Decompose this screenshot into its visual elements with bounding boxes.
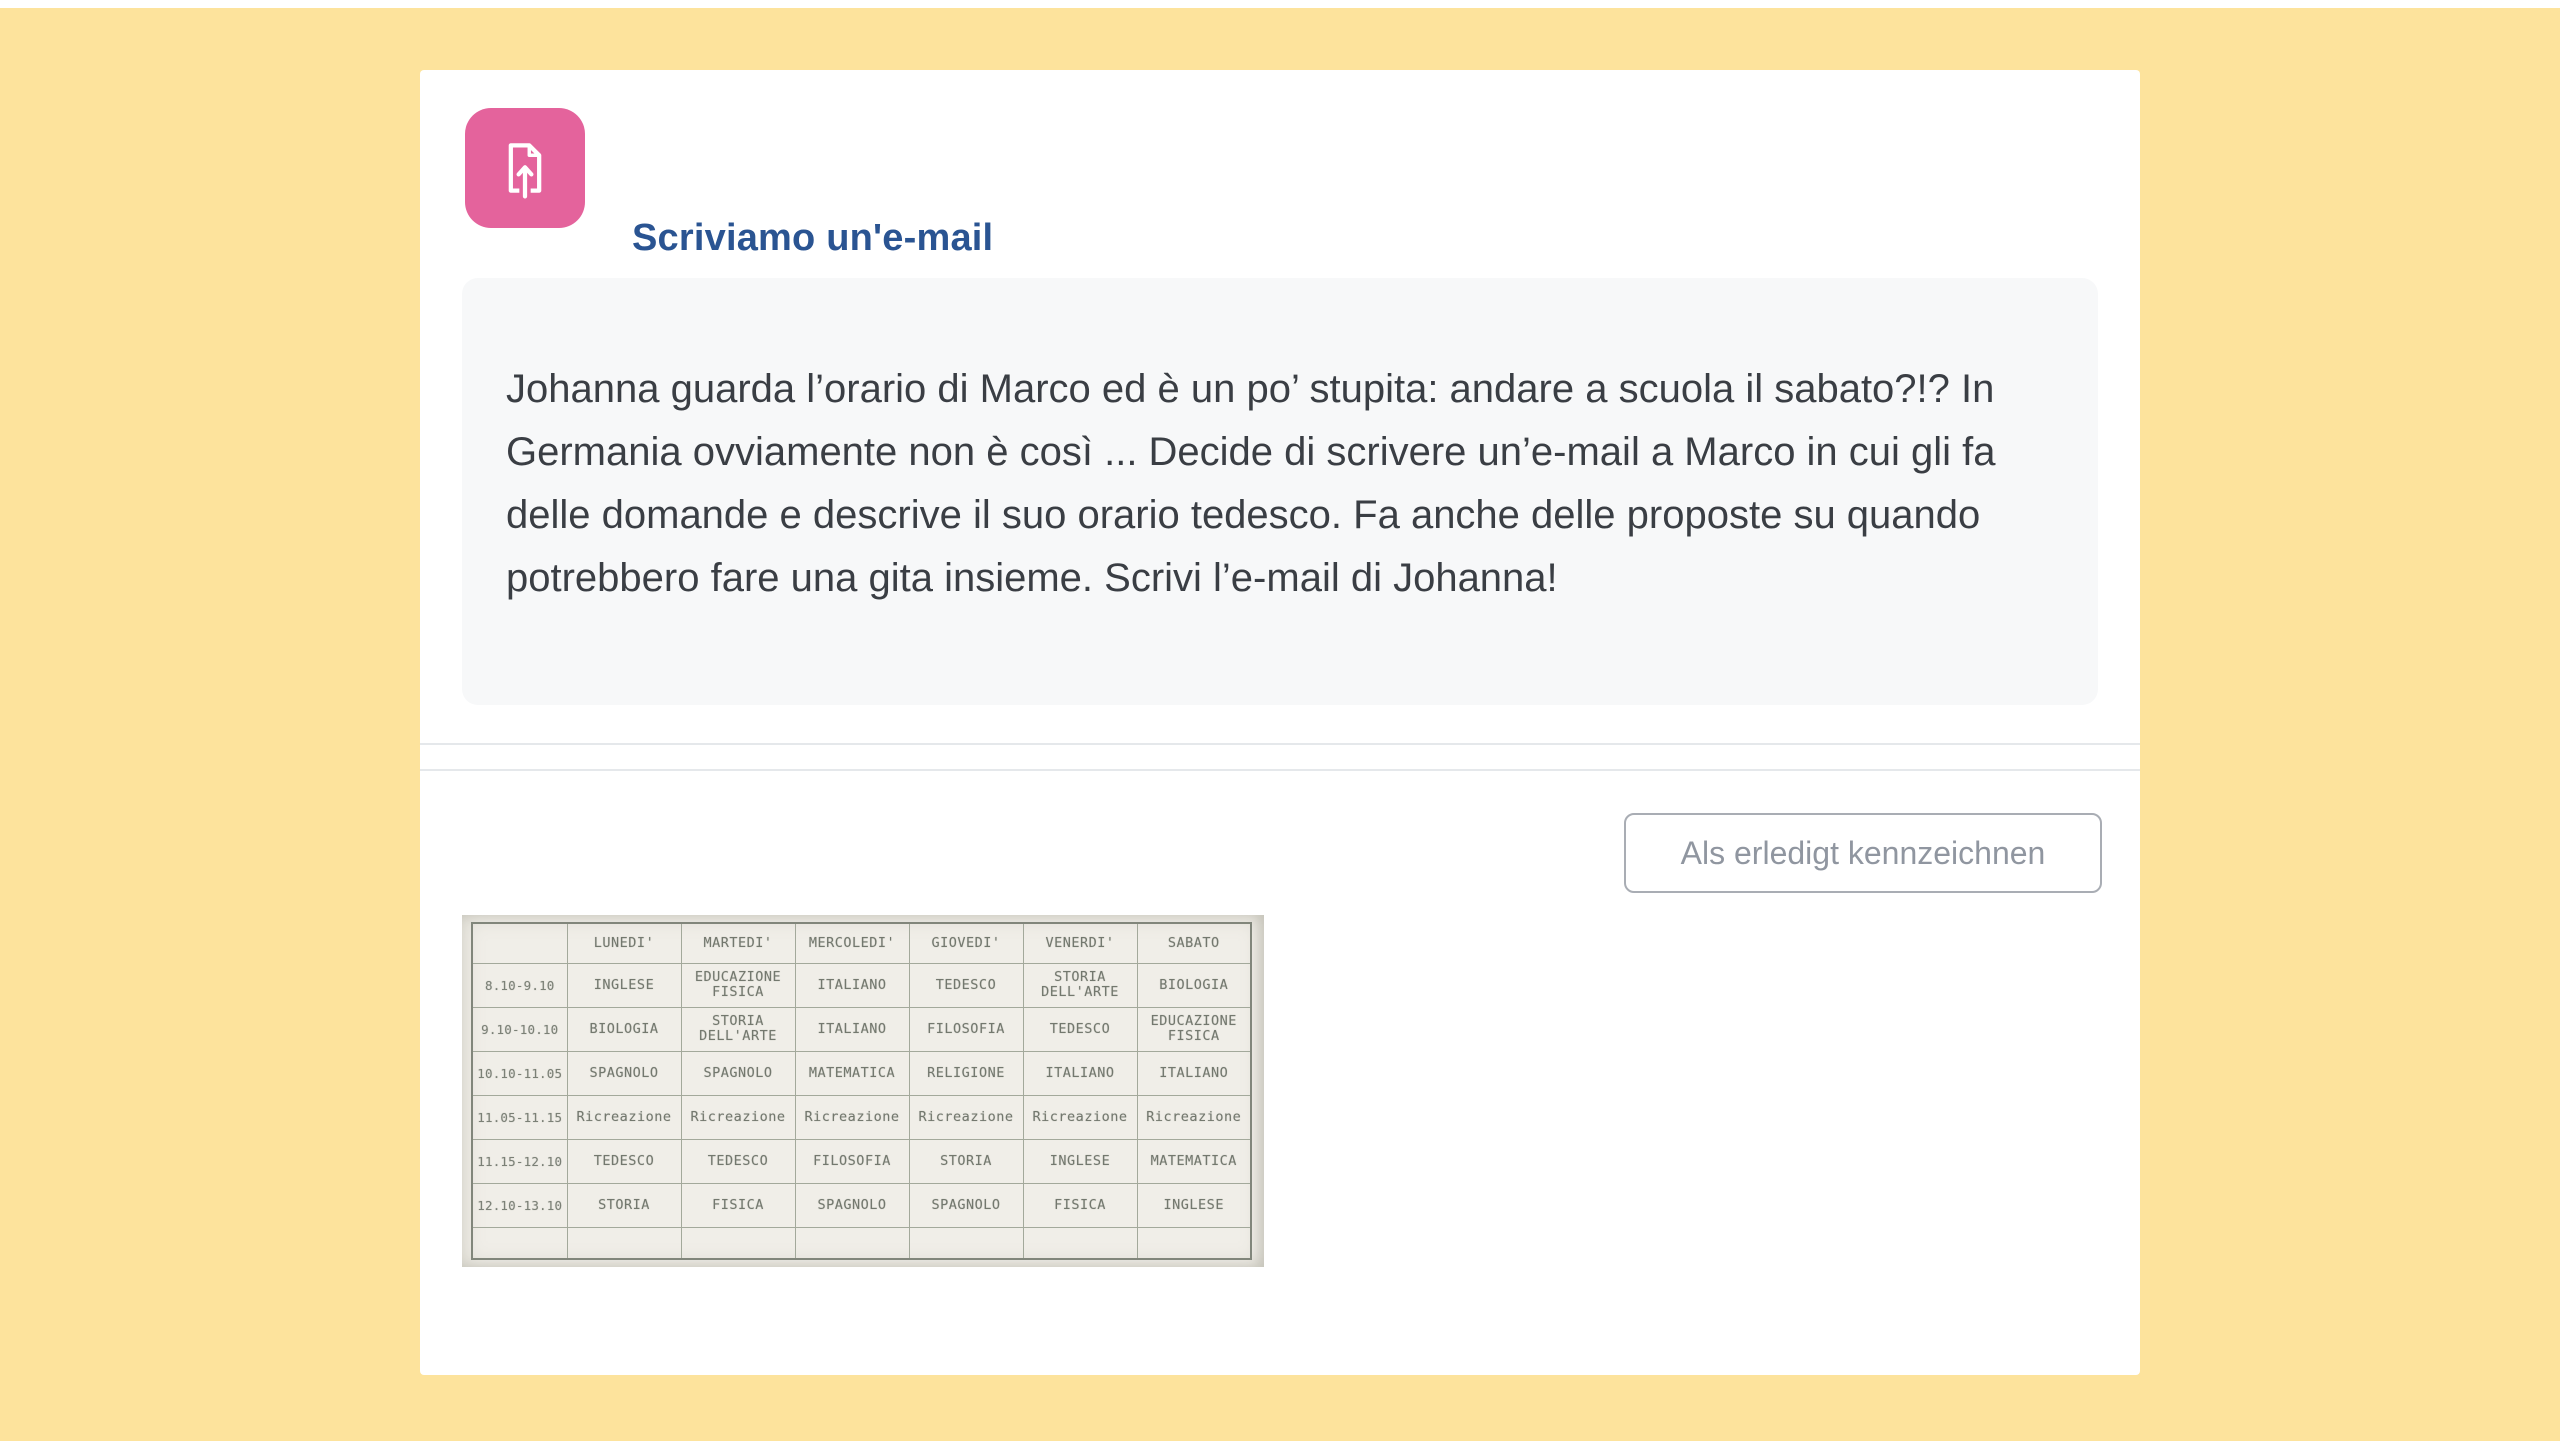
timetable-cell: STORIA DELL'ARTE (1023, 963, 1137, 1007)
timetable-row (472, 1183, 1251, 1227)
timetable-scan-image (462, 915, 1264, 1267)
timetable-cell: TEDESCO (567, 1139, 681, 1183)
timetable-cell (681, 1227, 795, 1259)
timetable-day: MARTEDI' (681, 923, 795, 963)
activity-card (420, 70, 2140, 1375)
timetable-cell: EDUCAZIONE FISICA (1137, 1007, 1251, 1051)
timetable-cell: MATEMATICA (1137, 1139, 1251, 1183)
timetable-time: 11.05-11.15 (472, 1095, 567, 1139)
timetable-corner-cell (472, 923, 567, 963)
section-divider (420, 743, 2140, 745)
timetable-day: GIOVEDI' (909, 923, 1023, 963)
timetable-cell: RELIGIONE (909, 1051, 1023, 1095)
timetable-cell: ITALIANO (1023, 1051, 1137, 1095)
timetable-cell: TEDESCO (1023, 1007, 1137, 1051)
document-upload-glyph (491, 134, 559, 202)
browser-bottom-strip (0, 1441, 2560, 1447)
timetable-time: 10.10-11.05 (472, 1051, 567, 1095)
timetable-cell (1023, 1227, 1137, 1259)
activity-description-text: Johanna guarda l’orario di Marco ed è un po’ stupita: andare a scuola il sabato?!? In Germania ovviamente non è così ... Decide di scrivere un’e-mail a Marco in cui gli fa delle domande e descrive il suo orario tedesco. Fa anche delle proposte su quando potrebbero fare una gita insieme. Scrivi l’e-mail di Johanna! (506, 367, 1996, 600)
timetable-time: 12.10-13.10 (472, 1183, 567, 1227)
timetable-cell: FILOSOFIA (795, 1139, 909, 1183)
timetable-time: 9.10-10.10 (472, 1007, 567, 1051)
timetable-cell: Ricreazione (681, 1095, 795, 1139)
timetable-cell: ITALIANO (795, 963, 909, 1007)
timetable-cell: FISICA (681, 1183, 795, 1227)
timetable-row (472, 963, 1251, 1007)
timetable-header-row (472, 923, 1251, 963)
timetable-day: LUNEDI' (567, 923, 681, 963)
timetable-cell: Ricreazione (795, 1095, 909, 1139)
browser-top-strip (0, 0, 2560, 8)
timetable-row (472, 1095, 1251, 1139)
timetable-row (472, 1051, 1251, 1095)
timetable-cell: EDUCAZIONE FISICA (681, 963, 795, 1007)
timetable-time: 11.15-12.10 (472, 1139, 567, 1183)
timetable-cell: SPAGNOLO (795, 1183, 909, 1227)
timetable-cell: BIOLOGIA (1137, 963, 1251, 1007)
activity-title: Scriviamo un'e-mail (632, 217, 994, 259)
mark-as-done-button[interactable]: Als erledigt kennzeichnen (1624, 813, 2102, 893)
timetable-cell: Ricreazione (1023, 1095, 1137, 1139)
timetable-cell: Ricreazione (1137, 1095, 1251, 1139)
timetable-cell: SPAGNOLO (681, 1051, 795, 1095)
timetable-cell: SPAGNOLO (909, 1183, 1023, 1227)
timetable-day: SABATO (1137, 923, 1251, 963)
timetable-empty-row (472, 1227, 1251, 1259)
school-timetable (471, 922, 1252, 1260)
timetable-cell: INGLESE (567, 963, 681, 1007)
timetable-cell: TEDESCO (681, 1139, 795, 1183)
timetable-cell: TEDESCO (909, 963, 1023, 1007)
timetable-cell (1137, 1227, 1251, 1259)
timetable-cell: BIOLOGIA (567, 1007, 681, 1051)
timetable-time: 8.10-9.10 (472, 963, 567, 1007)
timetable-cell (795, 1227, 909, 1259)
timetable-cell: INGLESE (1023, 1139, 1137, 1183)
timetable-row (472, 1139, 1251, 1183)
timetable-cell: STORIA DELL'ARTE (681, 1007, 795, 1051)
assignment-upload-icon (465, 108, 585, 228)
timetable-cell: FISICA (1023, 1183, 1137, 1227)
timetable-day: MERCOLEDI' (795, 923, 909, 963)
timetable-cell: FILOSOFIA (909, 1007, 1023, 1051)
timetable-time (472, 1227, 567, 1259)
activity-description-box (462, 278, 2098, 705)
timetable-cell: INGLESE (1137, 1183, 1251, 1227)
timetable-cell: STORIA (909, 1139, 1023, 1183)
timetable-row (472, 1007, 1251, 1051)
timetable-cell: ITALIANO (795, 1007, 909, 1051)
timetable-cell: MATEMATICA (795, 1051, 909, 1095)
timetable-cell: STORIA (567, 1183, 681, 1227)
timetable-cell: Ricreazione (909, 1095, 1023, 1139)
timetable-cell: Ricreazione (567, 1095, 681, 1139)
section-divider (420, 769, 2140, 771)
timetable-cell: SPAGNOLO (567, 1051, 681, 1095)
timetable-day: VENERDI' (1023, 923, 1137, 963)
timetable-cell (567, 1227, 681, 1259)
timetable-cell: ITALIANO (1137, 1051, 1251, 1095)
timetable-cell (909, 1227, 1023, 1259)
